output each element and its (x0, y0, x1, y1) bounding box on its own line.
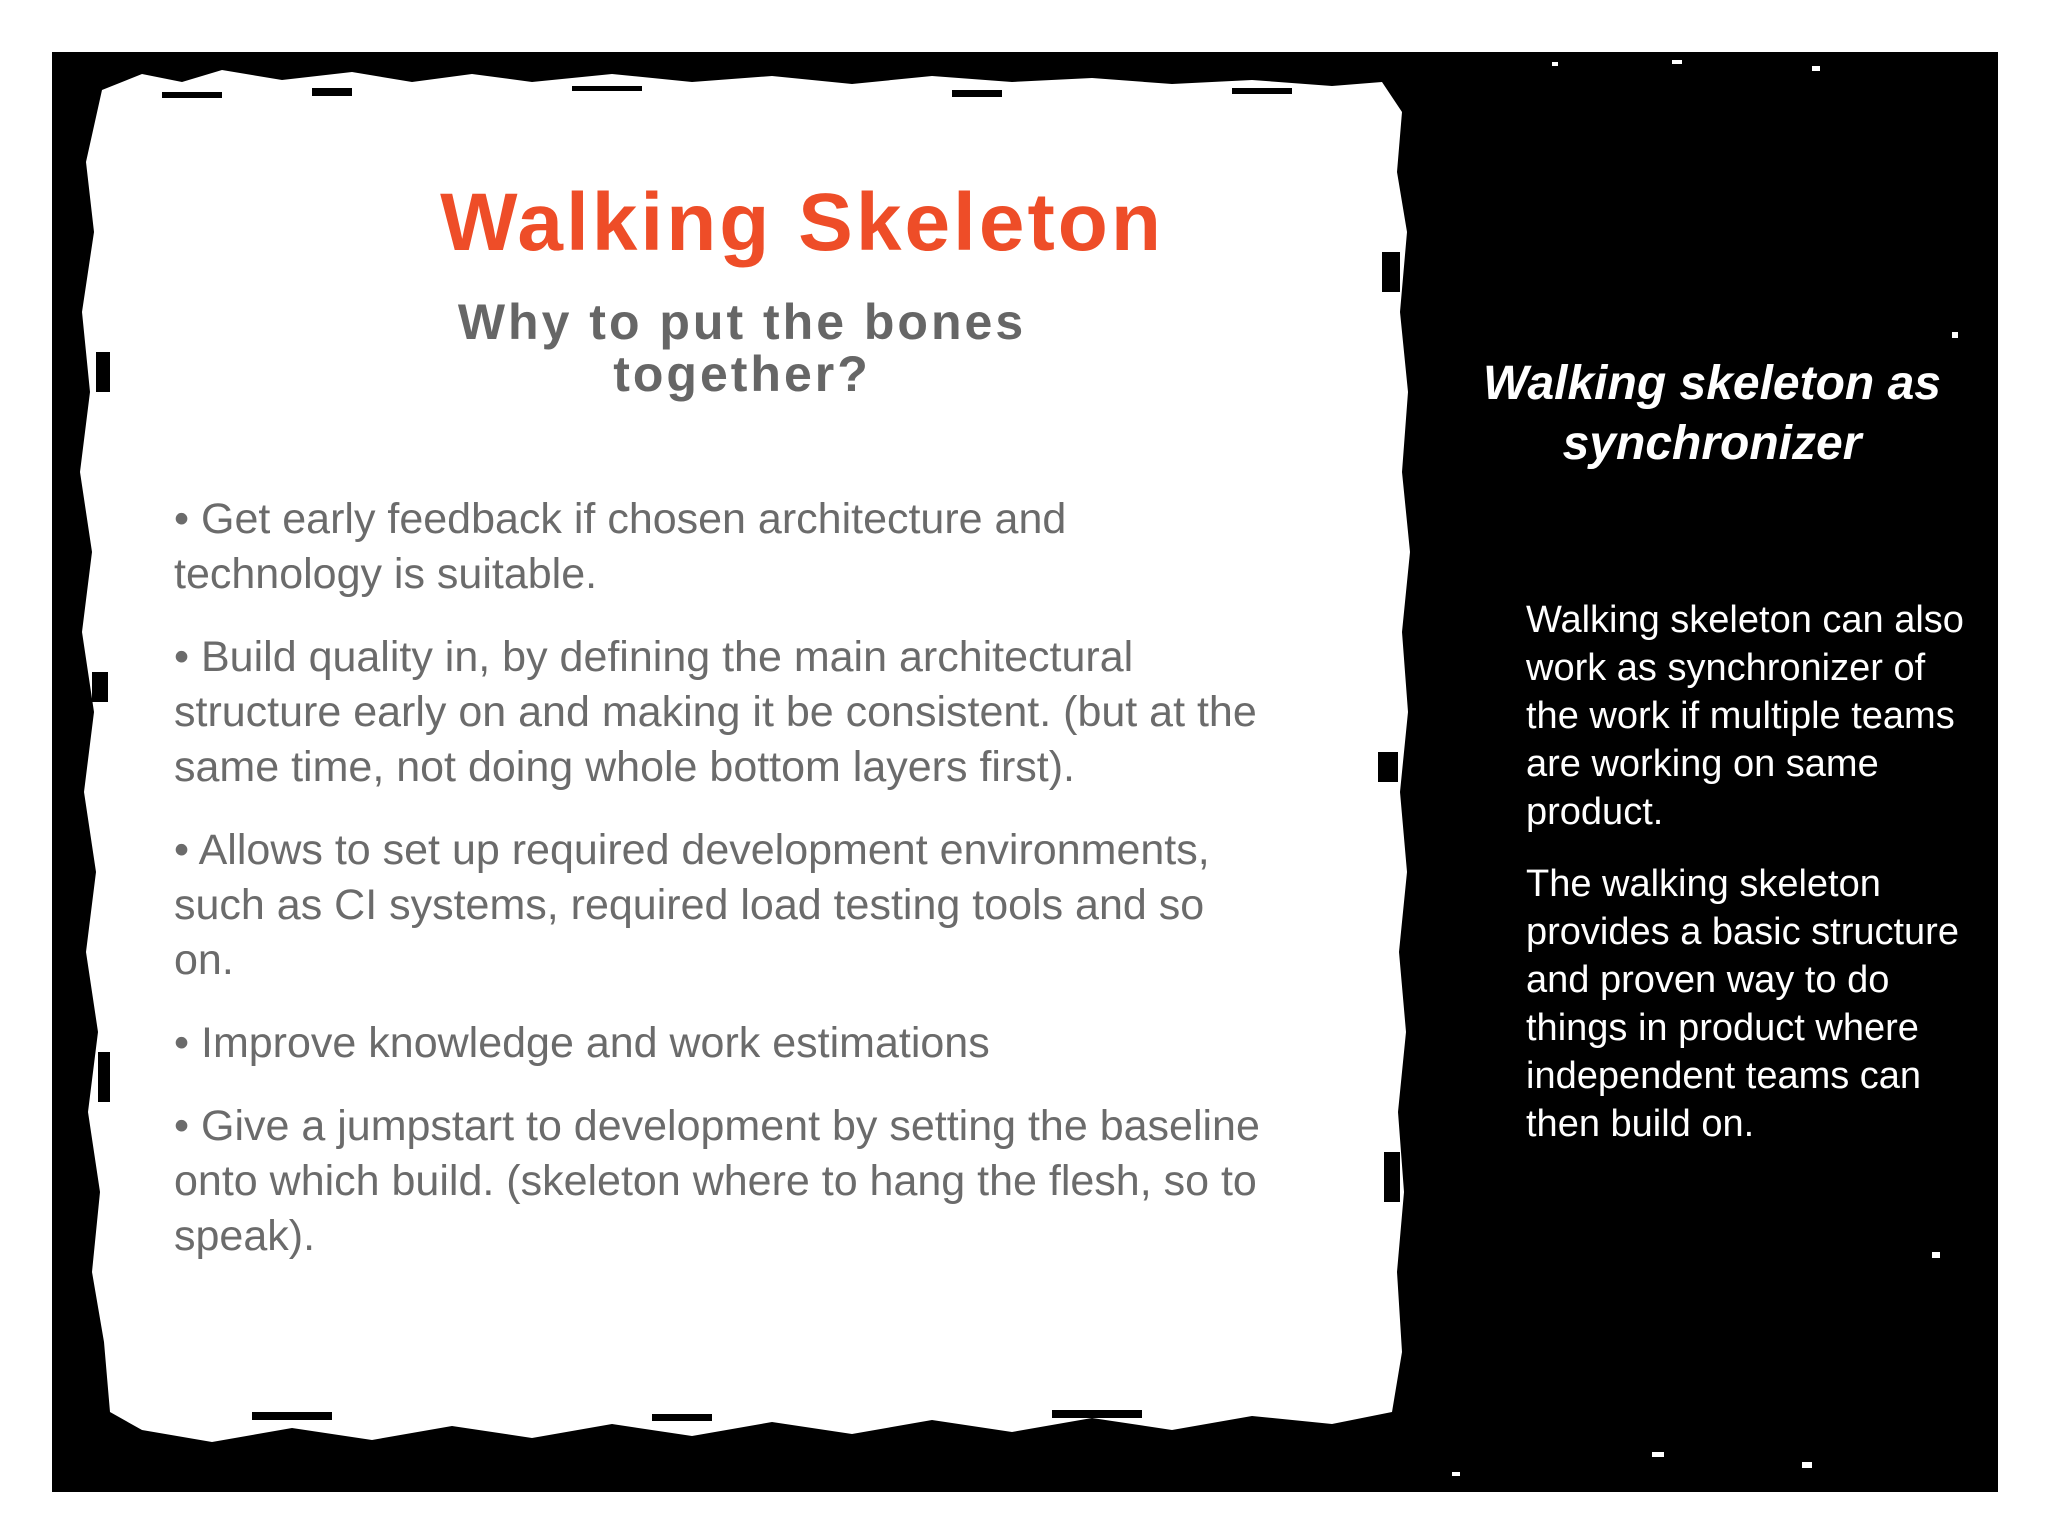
bullet-item: • Get early feedback if chosen architecture and technology is suitable. (174, 495, 1067, 598)
side-paragraph: The walking skeleton provides a basic structure and proven way to do things in product where independent teams can then build on. (1526, 863, 1959, 1145)
bullet-item: • Build quality in, by defining the main architectural structure early on and making it be consistent. (but at the same time, not doing whole bottom layers first). (174, 633, 1257, 791)
slide-title: Walking Skeleton (440, 177, 1164, 268)
side-text (1526, 596, 1966, 1172)
bullet-item: • Give a jumpstart to development by setting the baseline onto which build. (skeleton where to hang the flesh, so to speak). (174, 1102, 1260, 1260)
slide (52, 52, 1998, 1492)
bullet-item: • Improve knowledge and work estimations (174, 1019, 990, 1067)
side-paragraph: Walking skeleton can also work as synchronizer of the work if multiple teams are working on same product. (1526, 599, 1964, 833)
slide-subtitle: Why to put the bones together? (457, 294, 1027, 402)
bullet-item: • Allows to set up required development environments, such as CI systems, required load testing tools and so on. (174, 826, 1210, 984)
side-title: Walking skeleton as synchronizer (1483, 357, 1941, 470)
bullet-list (174, 492, 1264, 1292)
